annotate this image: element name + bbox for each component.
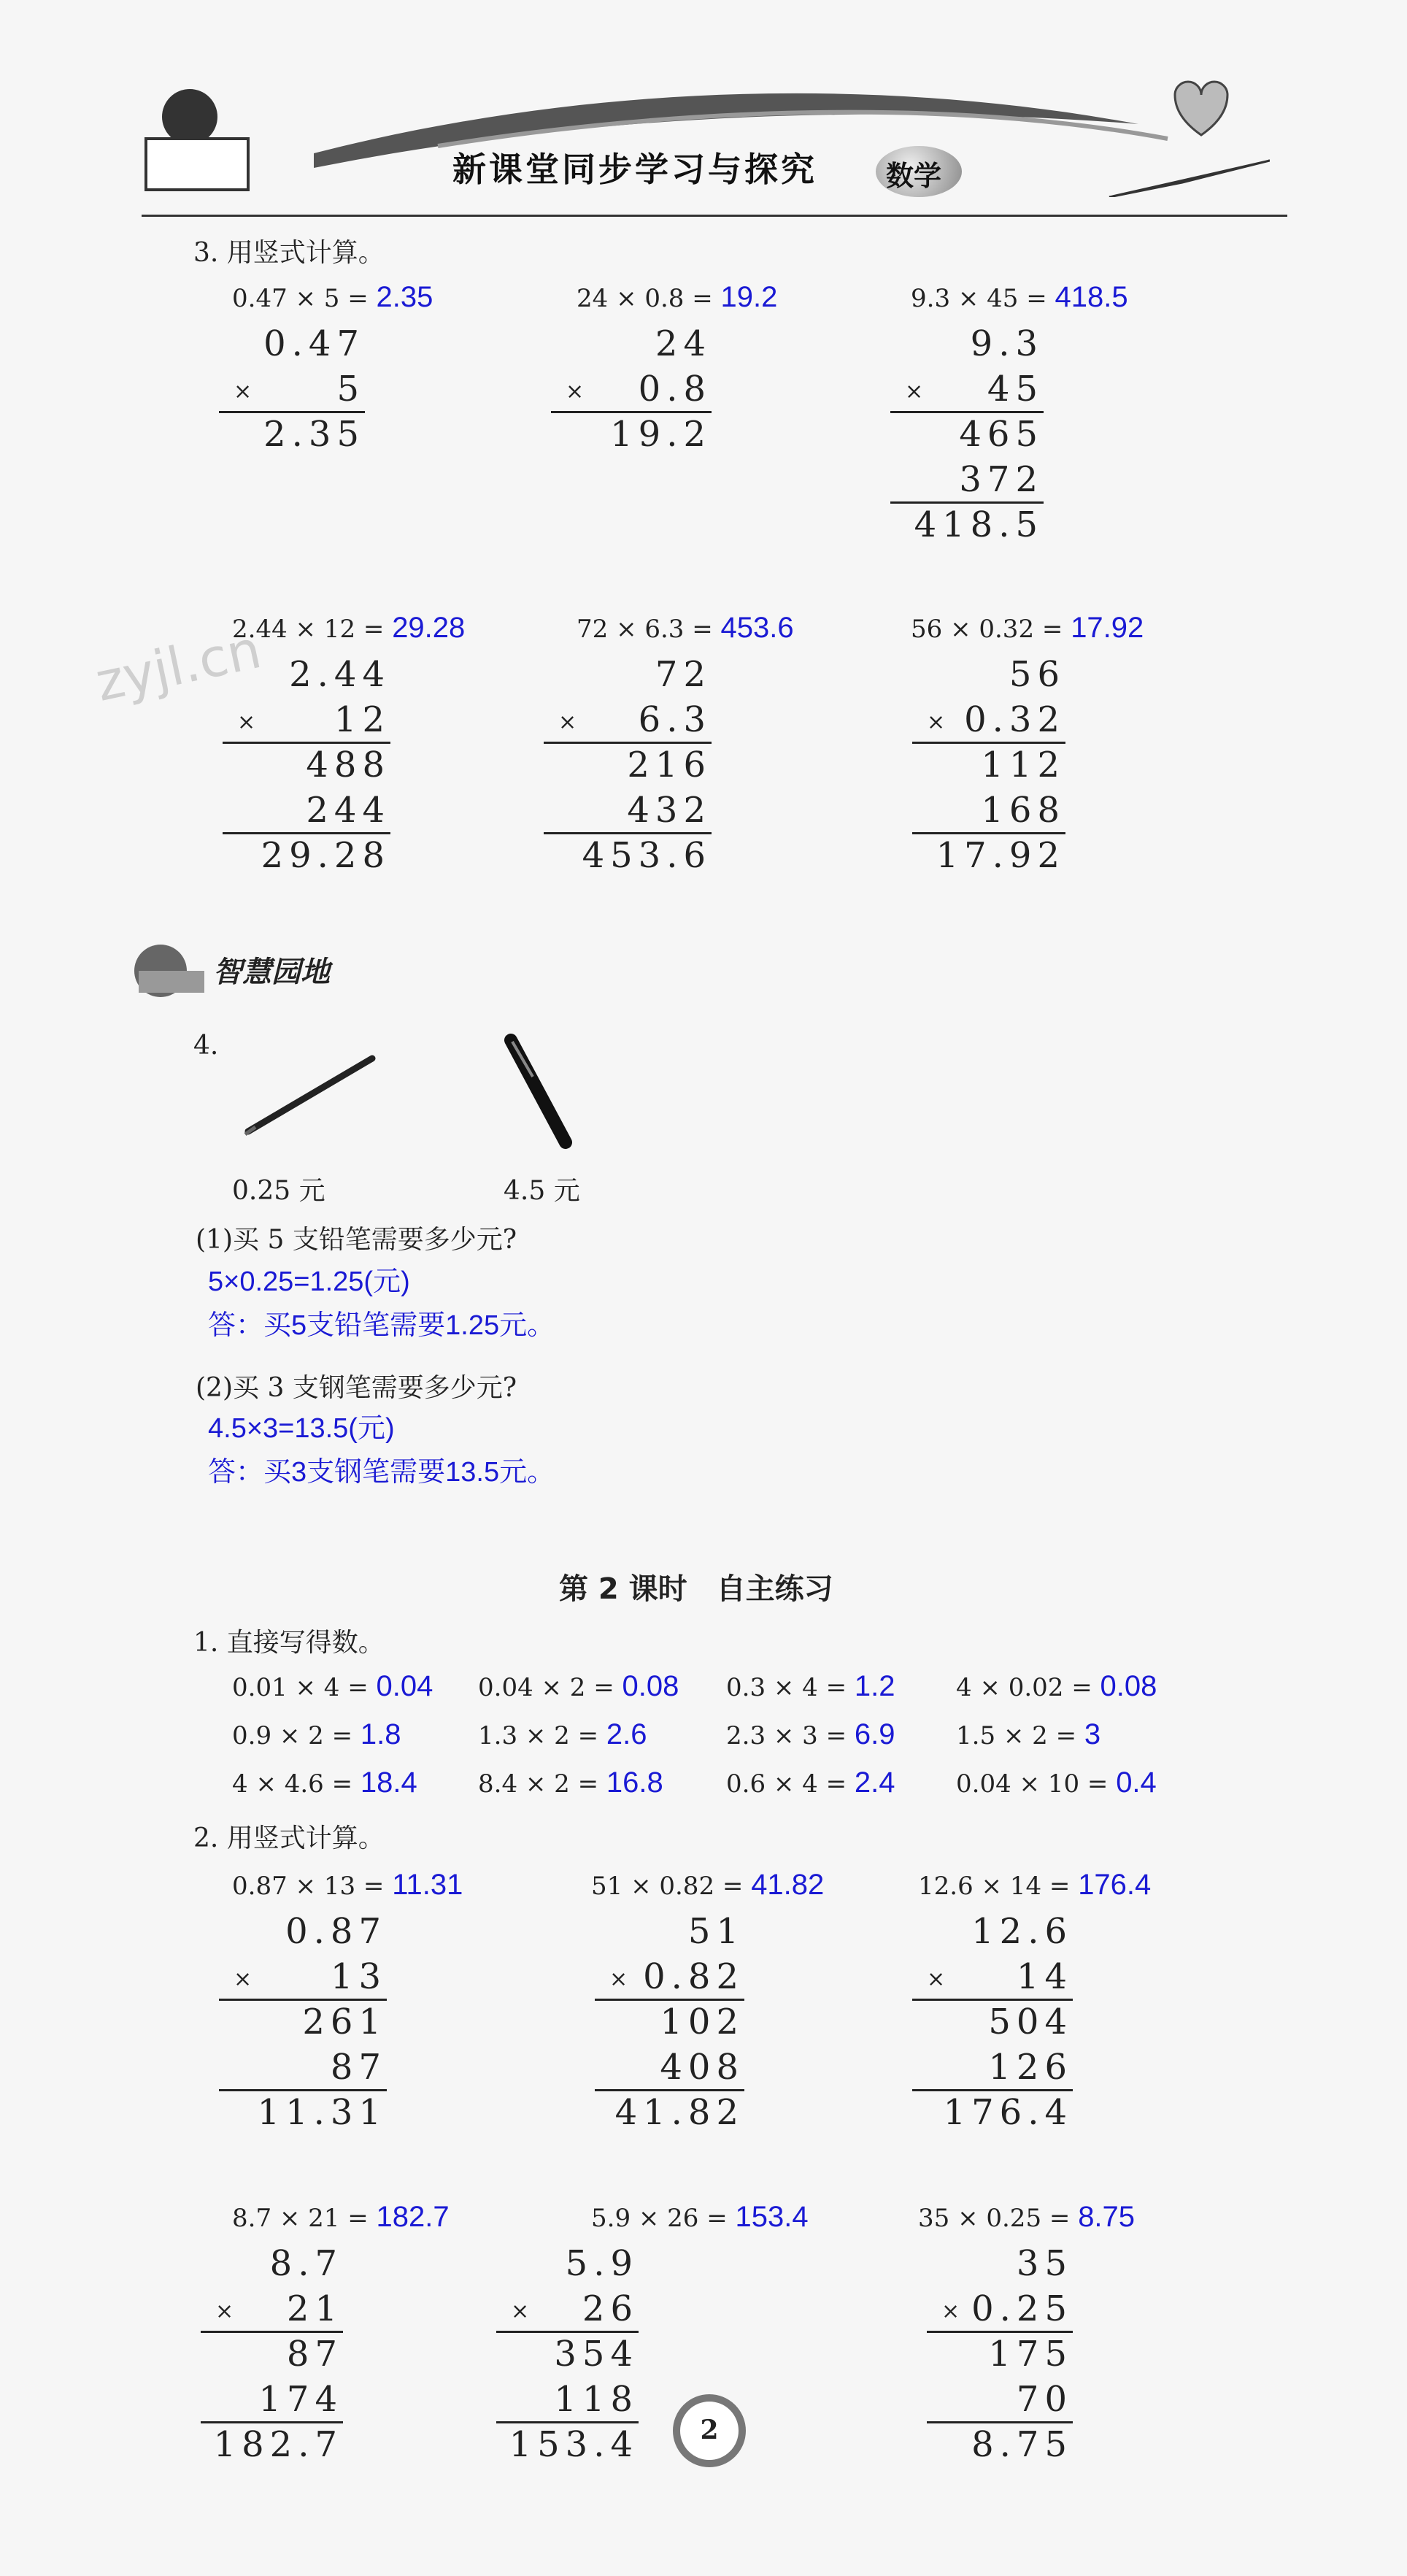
header-divider bbox=[142, 215, 1287, 217]
section-3-label: 3. 用竖式计算。 bbox=[193, 238, 385, 268]
vertical-row: 0.82 bbox=[643, 1956, 744, 1997]
vertical-row: 19.2 bbox=[610, 414, 712, 455]
fountain-pen-icon bbox=[496, 1033, 584, 1160]
subject-badge-text: 数学 bbox=[886, 160, 942, 192]
pencil-price: 0.25 元 bbox=[232, 1176, 325, 1206]
vertical-row: 8.75 bbox=[971, 2424, 1073, 2465]
page-number: 2 bbox=[700, 2415, 719, 2445]
lesson-2-q2-label: 2. 用竖式计算。 bbox=[193, 1823, 385, 1853]
vertical-row: 87 bbox=[286, 2334, 343, 2375]
vertical-row: 465 bbox=[959, 414, 1044, 455]
mental-equation-text: 0.6 × 4 = bbox=[726, 1769, 855, 1799]
vertical-rule bbox=[223, 832, 390, 834]
mental-equation bbox=[726, 1670, 895, 1703]
multiply-sign: × bbox=[927, 710, 946, 735]
mental-equation-text: 0.04 × 10 = bbox=[956, 1769, 1117, 1799]
mental-equation-answer: 2.6 bbox=[606, 1718, 647, 1750]
vertical-rule bbox=[912, 1999, 1073, 2001]
vertical-row: 72 bbox=[655, 654, 712, 695]
mental-equation-answer: 0.4 bbox=[1116, 1766, 1157, 1799]
mental-equation bbox=[726, 1766, 895, 1799]
vertical-rule bbox=[219, 1999, 387, 2001]
multiply-sign: × bbox=[927, 1966, 946, 1992]
vertical-rule bbox=[927, 2421, 1073, 2423]
vertical-row: 26 bbox=[582, 2288, 639, 2329]
vertical-row: 408 bbox=[660, 2047, 744, 2088]
equation bbox=[918, 1869, 1151, 1902]
equation-answer: 153.4 bbox=[735, 2201, 809, 2233]
mental-equation-text: 4 × 4.6 = bbox=[232, 1769, 361, 1799]
equation-text: 0.47 × 5 = bbox=[232, 284, 377, 313]
vertical-row: 432 bbox=[627, 790, 712, 831]
equation-text: 8.7 × 21 = bbox=[232, 2204, 377, 2233]
equation bbox=[577, 612, 794, 645]
multiply-sign: × bbox=[234, 1966, 253, 1992]
vertical-row: 0.8 bbox=[638, 369, 712, 410]
equation-text: 35 × 0.25 = bbox=[918, 2204, 1079, 2233]
vertical-row: 45 bbox=[987, 369, 1044, 410]
equation-answer: 8.75 bbox=[1078, 2201, 1136, 2233]
vertical-rule bbox=[544, 832, 712, 834]
vertical-row: 504 bbox=[988, 2002, 1073, 2042]
vertical-row: 51 bbox=[687, 1911, 744, 1952]
mental-equation-text: 4 × 0.02 = bbox=[956, 1673, 1100, 1702]
vertical-row: 176.4 bbox=[943, 2092, 1073, 2133]
question-4-1: (1)买 5 支铅笔需要多少元? bbox=[196, 1225, 517, 1255]
vertical-rule bbox=[551, 411, 712, 413]
vertical-row: 182.7 bbox=[213, 2424, 343, 2465]
vertical-row: 29.28 bbox=[261, 835, 390, 876]
mental-equation-text: 8.4 × 2 = bbox=[478, 1769, 606, 1799]
vertical-row: 70 bbox=[1016, 2379, 1073, 2420]
vertical-row: 12.6 bbox=[971, 1911, 1073, 1952]
vertical-rule bbox=[927, 2331, 1073, 2333]
equation-answer: 2.35 bbox=[376, 281, 433, 313]
vertical-row: 112 bbox=[981, 745, 1065, 785]
multiply-sign: × bbox=[566, 379, 585, 404]
mental-equation-text: 0.04 × 2 = bbox=[478, 1673, 622, 1702]
multiply-sign: × bbox=[905, 379, 924, 404]
vertical-rule bbox=[544, 742, 712, 744]
vertical-row: 35 bbox=[1016, 2243, 1073, 2284]
mental-equation-answer: 0.08 bbox=[1100, 1670, 1157, 1702]
mental-equation-text: 1.3 × 2 = bbox=[478, 1721, 606, 1750]
mental-equation-answer: 6.9 bbox=[854, 1718, 895, 1750]
equation bbox=[591, 2201, 809, 2234]
mental-equation-answer: 1.2 bbox=[854, 1670, 895, 1702]
vertical-rule bbox=[890, 411, 1044, 413]
equation-answer: 182.7 bbox=[376, 2201, 450, 2233]
question-4-2-calc: 4.5×3=13.5(元) bbox=[208, 1413, 395, 1444]
vertical-row: 453.6 bbox=[582, 835, 712, 876]
vertical-rule bbox=[219, 411, 365, 413]
vertical-row: 102 bbox=[660, 2002, 744, 2042]
multiply-sign: × bbox=[609, 1966, 628, 1992]
equation-answer: 11.31 bbox=[392, 1869, 463, 1901]
equation-answer: 418.5 bbox=[1055, 281, 1128, 313]
vertical-rule bbox=[595, 1999, 744, 2001]
vertical-row: 0.47 bbox=[263, 323, 365, 364]
equation-answer: 19.2 bbox=[720, 281, 778, 313]
vertical-row: 216 bbox=[627, 745, 712, 785]
vertical-row: 118 bbox=[554, 2379, 639, 2420]
multiply-sign: × bbox=[511, 2299, 530, 2324]
vertical-row: 24 bbox=[655, 323, 712, 364]
mental-equation-answer: 0.04 bbox=[376, 1670, 433, 1702]
mental-equation bbox=[478, 1670, 679, 1703]
vertical-row: 41.82 bbox=[614, 2092, 744, 2133]
page-number-badge bbox=[673, 2394, 746, 2467]
subject-badge bbox=[876, 146, 962, 197]
mental-equation-answer: 3 bbox=[1084, 1718, 1101, 1750]
pencil-icon bbox=[241, 1044, 379, 1142]
wisdom-title: 智慧园地 bbox=[213, 956, 330, 989]
vertical-row: 0.87 bbox=[285, 1911, 387, 1952]
mental-equation bbox=[232, 1670, 433, 1703]
mental-equation-text: 2.3 × 3 = bbox=[726, 1721, 855, 1750]
mental-equation-answer: 16.8 bbox=[606, 1766, 663, 1799]
vertical-rule bbox=[201, 2331, 343, 2333]
mental-equation-answer: 1.8 bbox=[360, 1718, 401, 1750]
wisdom-mascot-icon bbox=[131, 942, 212, 1000]
equation-text: 2.44 × 12 = bbox=[232, 615, 393, 644]
vertical-rule bbox=[223, 742, 390, 744]
equation-answer: 453.6 bbox=[720, 612, 794, 644]
vertical-rule bbox=[912, 832, 1065, 834]
equation-text: 0.87 × 13 = bbox=[232, 1872, 393, 1901]
header-title: 新课堂同步学习与探究 bbox=[452, 150, 817, 189]
vertical-row: 174 bbox=[258, 2379, 343, 2420]
multiply-sign: × bbox=[558, 710, 577, 735]
mental-equation-text: 0.01 × 4 = bbox=[232, 1673, 377, 1702]
vertical-rule bbox=[595, 2089, 744, 2091]
vertical-row: 8.7 bbox=[269, 2243, 343, 2284]
vertical-rule bbox=[912, 742, 1065, 744]
mental-equation-answer: 18.4 bbox=[360, 1766, 417, 1799]
vertical-row: 87 bbox=[330, 2047, 387, 2088]
equation bbox=[591, 1869, 824, 1902]
question-4-number: 4. bbox=[193, 1031, 219, 1061]
equation-answer: 29.28 bbox=[392, 612, 466, 644]
vertical-row: 14 bbox=[1016, 1956, 1073, 1997]
question-4-1-answer: 答：买5支铅笔需要1.25元。 bbox=[208, 1310, 555, 1341]
equation-answer: 41.82 bbox=[751, 1869, 825, 1901]
vertical-rule bbox=[496, 2331, 639, 2333]
vertical-rule bbox=[496, 2421, 639, 2423]
watermark: zyjl.cn bbox=[90, 618, 266, 713]
multiply-sign: × bbox=[941, 2299, 960, 2324]
mental-equation bbox=[726, 1718, 895, 1751]
vertical-row: 5.9 bbox=[565, 2243, 639, 2284]
multiply-sign: × bbox=[215, 2299, 234, 2324]
vertical-row: 0.25 bbox=[971, 2288, 1073, 2329]
question-4-2: (2)买 3 支钢笔需要多少元? bbox=[196, 1373, 517, 1403]
vertical-rule bbox=[219, 2089, 387, 2091]
equation-text: 72 × 6.3 = bbox=[577, 615, 721, 644]
mental-equation-text: 1.5 × 2 = bbox=[956, 1721, 1084, 1750]
mental-equation bbox=[956, 1766, 1157, 1799]
mental-equation-text: 0.9 × 2 = bbox=[232, 1721, 361, 1750]
vertical-row: 9.3 bbox=[970, 323, 1044, 364]
mental-equation bbox=[478, 1766, 663, 1799]
multiply-sign: × bbox=[237, 710, 256, 735]
equation-text: 24 × 0.8 = bbox=[577, 284, 721, 313]
mental-equation-text: 0.3 × 4 = bbox=[726, 1673, 855, 1702]
vertical-row: 354 bbox=[554, 2334, 639, 2375]
lesson-2-title: 第 2 课时 自主练习 bbox=[559, 1572, 833, 1606]
equation bbox=[911, 612, 1144, 645]
multiply-sign: × bbox=[234, 379, 253, 404]
vertical-row: 261 bbox=[302, 2002, 387, 2042]
equation bbox=[577, 281, 777, 314]
mental-equation bbox=[232, 1718, 401, 1751]
vertical-row: 126 bbox=[988, 2047, 1073, 2088]
equation bbox=[232, 2201, 450, 2234]
question-4-1-calc: 5×0.25=1.25(元) bbox=[208, 1266, 410, 1297]
mental-equation bbox=[956, 1718, 1100, 1751]
equation-text: 5.9 × 26 = bbox=[591, 2204, 736, 2233]
vertical-row: 56 bbox=[1009, 654, 1065, 695]
vertical-row: 12 bbox=[334, 699, 390, 740]
vertical-row: 244 bbox=[306, 790, 390, 831]
vertical-row: 488 bbox=[306, 745, 390, 785]
vertical-row: 11.31 bbox=[257, 2092, 387, 2133]
equation bbox=[232, 1869, 463, 1902]
equation-answer: 176.4 bbox=[1078, 1869, 1152, 1901]
vertical-row: 168 bbox=[981, 790, 1065, 831]
equation bbox=[918, 2201, 1135, 2234]
equation bbox=[911, 281, 1128, 314]
equation bbox=[232, 612, 465, 645]
vertical-row: 2.44 bbox=[289, 654, 390, 695]
vertical-rule bbox=[912, 2089, 1073, 2091]
equation-text: 12.6 × 14 = bbox=[918, 1872, 1079, 1901]
equation-text: 51 × 0.82 = bbox=[591, 1872, 752, 1901]
vertical-row: 372 bbox=[959, 459, 1044, 500]
vertical-row: 13 bbox=[330, 1956, 387, 1997]
mental-equation bbox=[478, 1718, 647, 1751]
equation-text: 9.3 × 45 = bbox=[911, 284, 1055, 313]
vertical-row: 6.3 bbox=[638, 699, 712, 740]
lesson-2-q1-label: 1. 直接写得数。 bbox=[193, 1628, 385, 1658]
vertical-row: 153.4 bbox=[509, 2424, 639, 2465]
vertical-row: 175 bbox=[988, 2334, 1073, 2375]
mental-equation-answer: 0.08 bbox=[622, 1670, 679, 1702]
equation-text: 56 × 0.32 = bbox=[911, 615, 1071, 644]
vertical-row: 5 bbox=[336, 369, 365, 410]
question-4-2-answer: 答：买3支钢笔需要13.5元。 bbox=[208, 1457, 555, 1488]
vertical-row: 418.5 bbox=[914, 504, 1044, 545]
mental-equation-answer: 2.4 bbox=[854, 1766, 895, 1799]
pen-price: 4.5 元 bbox=[504, 1176, 580, 1206]
vertical-rule bbox=[890, 501, 1044, 504]
vertical-row: 2.35 bbox=[263, 414, 365, 455]
vertical-rule bbox=[201, 2421, 343, 2423]
vertical-row: 0.32 bbox=[964, 699, 1065, 740]
equation bbox=[232, 281, 433, 314]
mental-equation bbox=[232, 1766, 417, 1799]
mental-equation bbox=[956, 1670, 1157, 1703]
vertical-row: 21 bbox=[286, 2288, 343, 2329]
vertical-row: 17.92 bbox=[936, 835, 1065, 876]
equation-answer: 17.92 bbox=[1071, 612, 1144, 644]
